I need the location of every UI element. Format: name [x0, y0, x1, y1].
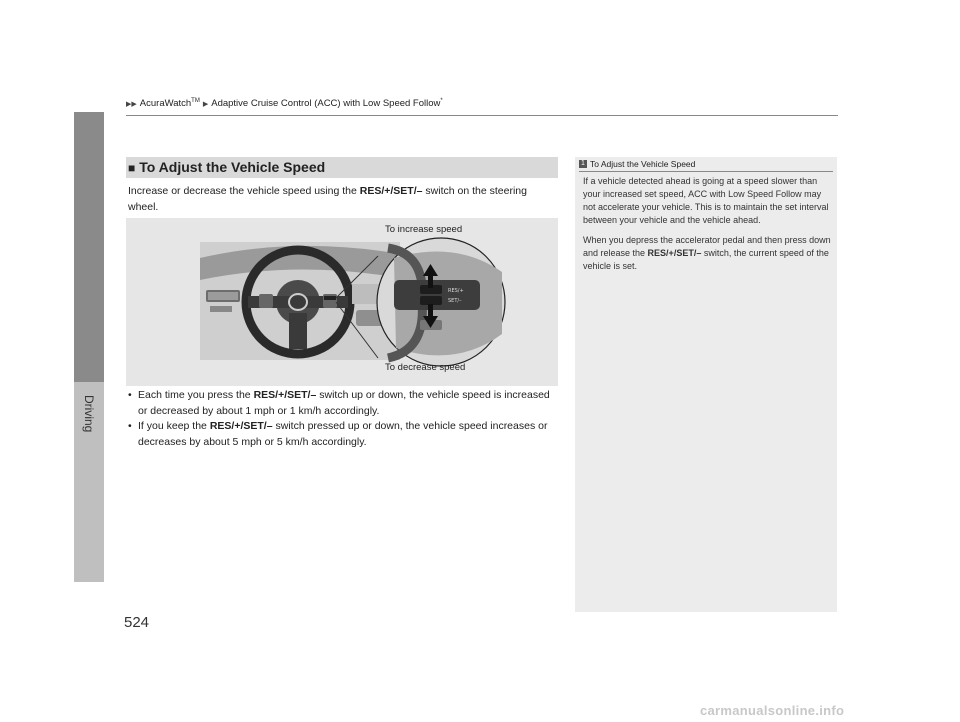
side-note-panel [575, 157, 837, 612]
header-divider [126, 115, 838, 116]
page-number: 524 [124, 614, 150, 631]
side-tab-highlight [74, 112, 104, 382]
breadcrumb-link-acurawatch[interactable]: AcuraWatch™ [139, 98, 200, 110]
list-item: • Each time you press the RES/+/SET/– switch up or down, the vehicle speed is increased or decreased by about 1 mph or 1 km/h accordingly. [128, 388, 558, 419]
set-minus-button-label: SET/– [448, 298, 462, 304]
chapter-label: Driving [82, 395, 96, 433]
increase-speed-label: To increase speed [385, 224, 463, 235]
note-reference-icon: 1 [579, 160, 587, 168]
breadcrumb-arrow-icon: ▶ [202, 100, 209, 108]
breadcrumb [126, 98, 443, 109]
note-divider [579, 171, 833, 172]
note-paragraph-1: If a vehicle detected ahead is going at a speed slower than your increased set speed, ACC with Low Speed Follow may not accelerate your vehicle. This is to maintain the set interval between your vehicle and the vehicle ahead. [583, 176, 829, 225]
section-heading [126, 157, 558, 178]
bullet-list [128, 388, 558, 450]
breadcrumb-link-acc[interactable]: Adaptive Cruise Control (ACC) with Low Speed Follow* [211, 98, 443, 110]
list-item: • If you keep the RES/+/SET/– switch pressed up or down, the vehicle speed increases or decreases by about 5 mph or 5 km/h accordingly. [128, 419, 558, 450]
note-body [583, 175, 833, 280]
intro-paragraph: Increase or decrease the vehicle speed using the RES/+/SET/– switch on the steering wheel. [128, 185, 527, 213]
steering-wheel-figure [126, 218, 558, 386]
chapter-side-tab [74, 112, 104, 582]
watermark: carmanualsonline.info [700, 703, 845, 718]
note-heading [579, 159, 695, 169]
section-title: To Adjust the Vehicle Speed [139, 159, 326, 175]
breadcrumb-arrow-icon: ▶▶ [126, 100, 137, 108]
section-marker-icon: ■ [128, 161, 136, 175]
decrease-speed-label: To decrease speed [385, 362, 466, 373]
note-title[interactable]: To Adjust the Vehicle Speed [590, 159, 696, 169]
res-plus-button-label: RES/+ [448, 288, 464, 294]
steering-wheel-illustration [126, 218, 558, 386]
note-paragraph-2: When you depress the accelerator pedal and then press down and release the RES/+/SET/– switch, the current speed of the vehicle is set. [583, 235, 831, 271]
